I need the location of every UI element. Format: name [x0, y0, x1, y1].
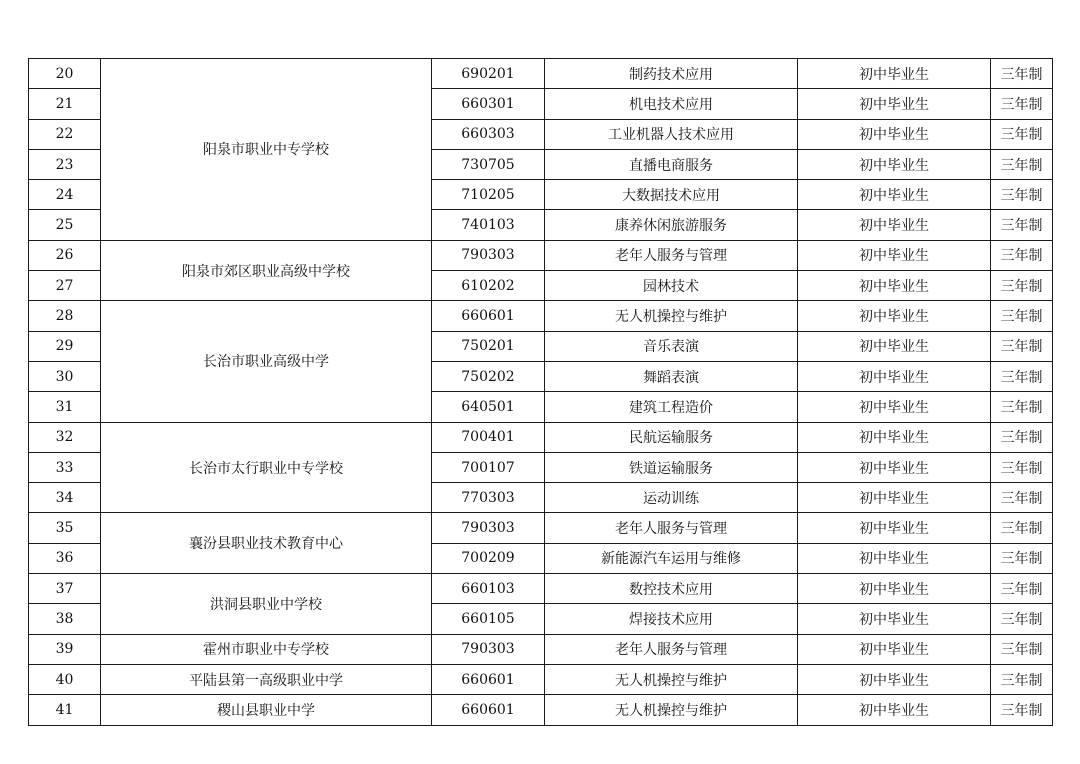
study-duration-cell: 三年制	[991, 695, 1053, 725]
row-number-cell: 32	[29, 422, 101, 452]
row-number-cell: 29	[29, 331, 101, 361]
study-duration-cell: 三年制	[991, 149, 1053, 179]
table-body	[29, 59, 1053, 726]
enrollment-target-cell: 初中毕业生	[798, 543, 991, 573]
enrollment-target-cell: 初中毕业生	[798, 392, 991, 422]
major-code-cell: 790303	[432, 240, 545, 270]
row-number-cell: 20	[29, 59, 101, 89]
enrollment-target-cell: 初中毕业生	[798, 149, 991, 179]
major-code-cell: 660601	[432, 664, 545, 694]
enrollment-target-cell: 初中毕业生	[798, 664, 991, 694]
school-name-cell: 平陆县第一高级职业中学	[101, 664, 432, 694]
enrollment-target-cell: 初中毕业生	[798, 574, 991, 604]
school-name-cell: 洪洞县职业中学校	[101, 574, 432, 635]
major-name-cell: 直播电商服务	[545, 149, 798, 179]
major-name-cell: 舞蹈表演	[545, 361, 798, 391]
study-duration-cell: 三年制	[991, 452, 1053, 482]
table-row	[29, 240, 1053, 270]
enrollment-target-cell: 初中毕业生	[798, 271, 991, 301]
enrollment-target-cell: 初中毕业生	[798, 59, 991, 89]
major-name-cell: 数控技术应用	[545, 574, 798, 604]
row-number-cell: 36	[29, 543, 101, 573]
major-name-cell: 音乐表演	[545, 331, 798, 361]
table-row	[29, 513, 1053, 543]
major-code-cell: 660303	[432, 119, 545, 149]
major-code-cell: 690201	[432, 59, 545, 89]
study-duration-cell: 三年制	[991, 89, 1053, 119]
study-duration-cell: 三年制	[991, 574, 1053, 604]
school-name-cell: 霍州市职业中专学校	[101, 634, 432, 664]
enrollment-table	[28, 58, 1053, 726]
row-number-cell: 28	[29, 301, 101, 331]
major-code-cell: 660601	[432, 695, 545, 725]
major-name-cell: 制药技术应用	[545, 59, 798, 89]
major-name-cell: 民航运输服务	[545, 422, 798, 452]
enrollment-target-cell: 初中毕业生	[798, 422, 991, 452]
major-name-cell: 无人机操控与维护	[545, 301, 798, 331]
row-number-cell: 24	[29, 180, 101, 210]
row-number-cell: 37	[29, 574, 101, 604]
major-name-cell: 焊接技术应用	[545, 604, 798, 634]
major-name-cell: 园林技术	[545, 271, 798, 301]
enrollment-target-cell: 初中毕业生	[798, 604, 991, 634]
major-code-cell: 790303	[432, 634, 545, 664]
table-row	[29, 301, 1053, 331]
row-number-cell: 39	[29, 634, 101, 664]
row-number-cell: 40	[29, 664, 101, 694]
study-duration-cell: 三年制	[991, 664, 1053, 694]
major-name-cell: 康养休闲旅游服务	[545, 210, 798, 240]
school-name-cell: 长治市太行职业中专学校	[101, 422, 432, 513]
row-number-cell: 27	[29, 271, 101, 301]
enrollment-target-cell: 初中毕业生	[798, 331, 991, 361]
enrollment-target-cell: 初中毕业生	[798, 452, 991, 482]
row-number-cell: 38	[29, 604, 101, 634]
study-duration-cell: 三年制	[991, 59, 1053, 89]
major-code-cell: 660103	[432, 574, 545, 604]
major-code-cell: 750201	[432, 331, 545, 361]
row-number-cell: 23	[29, 149, 101, 179]
major-code-cell: 730705	[432, 149, 545, 179]
study-duration-cell: 三年制	[991, 483, 1053, 513]
table-row	[29, 634, 1053, 664]
major-code-cell: 660601	[432, 301, 545, 331]
row-number-cell: 33	[29, 452, 101, 482]
major-name-cell: 运动训练	[545, 483, 798, 513]
school-name-cell: 稷山县职业中学	[101, 695, 432, 725]
major-code-cell: 790303	[432, 513, 545, 543]
major-code-cell: 750202	[432, 361, 545, 391]
study-duration-cell: 三年制	[991, 301, 1053, 331]
enrollment-target-cell: 初中毕业生	[798, 634, 991, 664]
major-code-cell: 700209	[432, 543, 545, 573]
study-duration-cell: 三年制	[991, 331, 1053, 361]
table-row	[29, 695, 1053, 725]
study-duration-cell: 三年制	[991, 634, 1053, 664]
enrollment-target-cell: 初中毕业生	[798, 240, 991, 270]
enrollment-target-cell: 初中毕业生	[798, 483, 991, 513]
major-name-cell: 无人机操控与维护	[545, 695, 798, 725]
table-row	[29, 422, 1053, 452]
major-name-cell: 老年人服务与管理	[545, 240, 798, 270]
major-code-cell: 770303	[432, 483, 545, 513]
major-name-cell: 建筑工程造价	[545, 392, 798, 422]
study-duration-cell: 三年制	[991, 513, 1053, 543]
study-duration-cell: 三年制	[991, 543, 1053, 573]
school-name-cell: 襄汾县职业技术教育中心	[101, 513, 432, 574]
study-duration-cell: 三年制	[991, 392, 1053, 422]
row-number-cell: 35	[29, 513, 101, 543]
major-name-cell: 老年人服务与管理	[545, 634, 798, 664]
major-code-cell: 710205	[432, 180, 545, 210]
row-number-cell: 22	[29, 119, 101, 149]
major-name-cell: 老年人服务与管理	[545, 513, 798, 543]
row-number-cell: 41	[29, 695, 101, 725]
row-number-cell: 25	[29, 210, 101, 240]
school-name-cell: 阳泉市郊区职业高级中学校	[101, 240, 432, 301]
major-code-cell: 700107	[432, 452, 545, 482]
enrollment-target-cell: 初中毕业生	[798, 89, 991, 119]
enrollment-target-cell: 初中毕业生	[798, 210, 991, 240]
major-name-cell: 工业机器人技术应用	[545, 119, 798, 149]
study-duration-cell: 三年制	[991, 271, 1053, 301]
study-duration-cell: 三年制	[991, 210, 1053, 240]
study-duration-cell: 三年制	[991, 604, 1053, 634]
major-code-cell: 660301	[432, 89, 545, 119]
enrollment-target-cell: 初中毕业生	[798, 361, 991, 391]
study-duration-cell: 三年制	[991, 180, 1053, 210]
enrollment-target-cell: 初中毕业生	[798, 513, 991, 543]
major-name-cell: 无人机操控与维护	[545, 664, 798, 694]
study-duration-cell: 三年制	[991, 119, 1053, 149]
row-number-cell: 21	[29, 89, 101, 119]
major-code-cell: 660105	[432, 604, 545, 634]
major-name-cell: 新能源汽车运用与维修	[545, 543, 798, 573]
table-row	[29, 59, 1053, 89]
row-number-cell: 26	[29, 240, 101, 270]
school-name-cell: 阳泉市职业中专学校	[101, 59, 432, 241]
study-duration-cell: 三年制	[991, 422, 1053, 452]
school-name-cell: 长治市职业高级中学	[101, 301, 432, 422]
enrollment-target-cell: 初中毕业生	[798, 695, 991, 725]
row-number-cell: 34	[29, 483, 101, 513]
table-row	[29, 664, 1053, 694]
table-row	[29, 574, 1053, 604]
major-name-cell: 铁道运输服务	[545, 452, 798, 482]
enrollment-target-cell: 初中毕业生	[798, 119, 991, 149]
study-duration-cell: 三年制	[991, 361, 1053, 391]
study-duration-cell: 三年制	[991, 240, 1053, 270]
row-number-cell: 31	[29, 392, 101, 422]
major-code-cell: 640501	[432, 392, 545, 422]
enrollment-target-cell: 初中毕业生	[798, 301, 991, 331]
major-name-cell: 机电技术应用	[545, 89, 798, 119]
row-number-cell: 30	[29, 361, 101, 391]
enrollment-target-cell: 初中毕业生	[798, 180, 991, 210]
major-code-cell: 700401	[432, 422, 545, 452]
major-name-cell: 大数据技术应用	[545, 180, 798, 210]
major-code-cell: 740103	[432, 210, 545, 240]
major-code-cell: 610202	[432, 271, 545, 301]
